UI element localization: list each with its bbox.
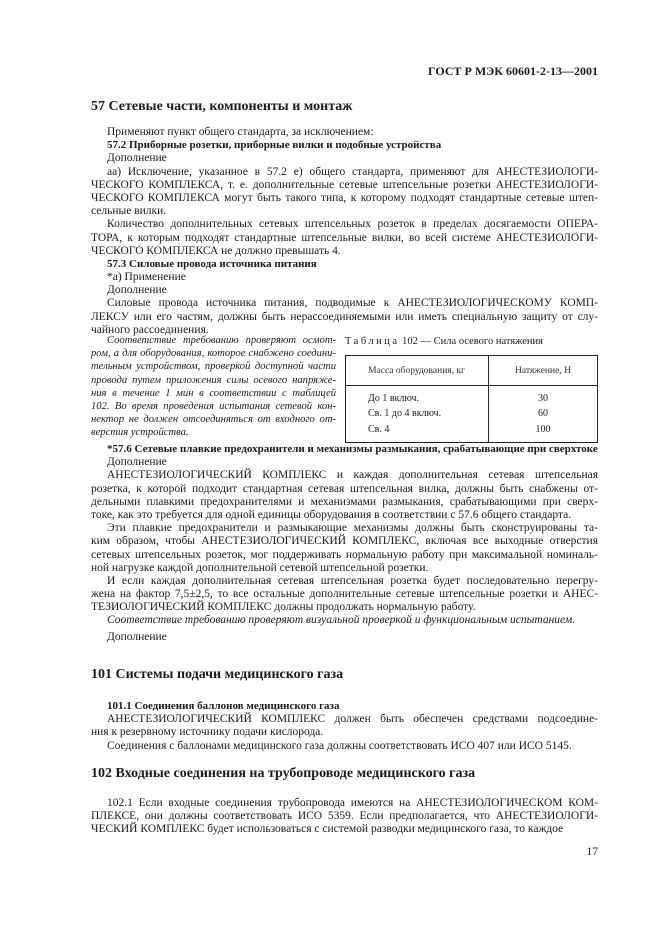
table-caption (345, 336, 543, 347)
text-line: аа) Исключение, указанное в 57.2 е) общего стандарта, применяют для АНЕСТЕЗИОЛОГИ- (107, 165, 598, 178)
section-57-6-body (91, 443, 598, 644)
text-line: Количество дополнительных сетевых штепсельных розеток в пределах досягаемости ОПЕРА- (107, 218, 598, 231)
text-line: ПЛЕКСЕ, они должны соответствовать ИСО 5359. Если предполагается, что АНЕСТЕЗИОЛОГИ- (91, 810, 598, 823)
text-line: АНЕСТЕЗИОЛОГИЧЕСКИЙ КОМПЛЕКС должен быть обеспечен средствами подсоедине- (107, 713, 598, 726)
text-line: Дополнение (107, 456, 167, 469)
text-line: 57.2 Приборные розетки, приборные вилки и подобные устройства (107, 139, 442, 152)
section-101-title: 101 Системы подачи медицинского газа (91, 667, 344, 682)
text-line: Применяют пункт общего стандарта, за исключением: (107, 126, 374, 138)
text-line: Соответствие требованию проверяют визуальной проверкой и функциональным испытанием. (107, 614, 576, 627)
paragraph (91, 469, 598, 522)
paragraph (91, 284, 598, 297)
text-line: ТЕЗИОЛОГИЧЕСКИЙ КОМПЛЕКС должны продолжать нормальную работу. (91, 601, 476, 614)
text-line: провода путем приложения силы осевого напряже- (91, 374, 336, 386)
section-102-title: 102 Входные соединения на трубопроводе медицинского газа (91, 766, 476, 781)
table-cell: 100 (535, 423, 551, 435)
paragraph (91, 218, 598, 258)
table-cell: Св. 1 до 4 включ. (346, 406, 489, 421)
text-line: 57.3 Силовые провода источника питания (107, 257, 317, 270)
axial-force-table (345, 355, 598, 443)
text-line: нектор не должен отсоединяться от входного от- (91, 414, 336, 426)
text-line: тельным устройством, проверкой доступной части (91, 361, 336, 373)
paragraph (91, 166, 598, 219)
paragraph (91, 258, 598, 271)
text-line: ЧЕСКОГО КОМПЛЕКСА могут быть такого типа, к которому подходят стандартные сетевые штеп- (91, 191, 598, 204)
table-row (346, 386, 598, 407)
text-line: ния в течение 1 мин в соответствии с таблицей (91, 387, 336, 399)
text-line: 101.1 Соединения баллонов медицинского газа (107, 700, 340, 712)
page-number: 17 (586, 846, 598, 858)
text-line: ной нагрузке каждой дополнительной сетевой штепсельной розетки. (91, 561, 429, 574)
text-line: 102. Во время проведения испытания сетевой кон- (91, 400, 336, 412)
paragraph (91, 297, 598, 337)
paragraph (91, 152, 598, 165)
text-line: ЧЕСКОГО КОМПЛЕКСА, т. е. дополнительные сетевые штепсельные розетки АНЕСТЕЗИОЛОГИ- (91, 178, 598, 191)
table-cell: Св. 4 (346, 422, 489, 443)
text-line: Силовые провода источника питания, подводимые к АНЕСТЕЗИОЛОГИЧЕСКОМУ КОМП- (107, 297, 598, 310)
paragraph (91, 700, 598, 713)
table-caption-text: 102 — Сила осевого натяжения (402, 336, 543, 347)
section-102-body (91, 797, 598, 837)
text-line: розетка, к которой подходит стандартная сетевая штепсельная вилка, должны быть снабжены от- (91, 482, 598, 495)
table-cell: 30 (538, 393, 548, 405)
text-line: ния к резервному источнику подачи кислорода. (91, 726, 324, 739)
table-caption-prefix: Таблица (345, 336, 400, 347)
text-line: сельные вилки. (91, 205, 167, 218)
section-101-body (91, 700, 598, 753)
text-line: ЧЕСКОГО КОМПЛЕКСА не должно превышать 4. (91, 244, 341, 257)
paragraph (91, 522, 598, 575)
paragraph (91, 713, 598, 739)
text-line: Дополнение (107, 630, 167, 643)
paragraph (91, 575, 598, 615)
paragraph (91, 456, 598, 469)
paragraph (91, 797, 598, 837)
text-line: Эти плавкие предохранители и размыкающие механизмы должны быть сконструированы та- (107, 522, 598, 535)
section-57-body (91, 126, 598, 337)
text-line: дельными плавкими предохранителями и механизмами размыкания, срабатывающими при сверх- (91, 495, 598, 508)
text-line: сетевых штепсельных розеток, мог поддерживать нормальную работу при максимальной номиналь- (91, 548, 598, 561)
text-line: ким образом, чтобы АНЕСТЕЗИОЛОГИЧЕСКИЙ КОМПЛЕКС, включая все выходные отверстия (91, 535, 598, 548)
text-line: АНЕСТЕЗИОЛОГИЧЕСКИЙ КОМПЛЕКС и каждая дополнительная сетевая штепсельная (107, 469, 598, 482)
text-line: *57.6 Сетевые плавкие предохранители и механизмы размыкания, срабатывающие при сверхтоке (107, 443, 598, 455)
text-line: токе, как это требуется для одной единицы оборудования в соответствии с 57.6 общего стандарта. (91, 508, 572, 521)
table-header-row (346, 356, 598, 386)
column-header-force: Натяжение, Н (489, 356, 598, 386)
text-line: *а) Применение (107, 271, 186, 284)
column-header-mass: Масса оборудования, кг (346, 356, 489, 386)
paragraph (91, 139, 598, 152)
compliance-note (91, 334, 336, 440)
paragraph (91, 631, 598, 644)
paragraph (91, 271, 598, 284)
table-cell: До 1 включ. (346, 386, 489, 407)
text-line: ЛЕКСУ или его частям, должны быть нерассоединяемыми или иметь специальную защиту от слу- (91, 310, 598, 323)
text-line: Дополнение (107, 284, 167, 297)
text-line: жена на фактор 7,5±2,5, то все остальные дополнительные сетевые штепсельные розетки и АНЕС- (91, 588, 598, 601)
text-line: ром, а для оборудования, которое снабжено соедини- (91, 348, 336, 360)
document-header: ГОСТ Р МЭК 60601-2-13—2001 (428, 64, 598, 78)
text-line: верстия устройства. (91, 427, 189, 439)
text-line: ТОРА, к которым подходят стандартные штепсельные вилки, во всей системе АНЕСТЕЗИОЛОГИ- (91, 231, 598, 244)
text-line: Соответствие требованию проверяют осмот- (107, 335, 336, 346)
paragraph (91, 614, 598, 627)
table-cell: 60 (538, 408, 548, 420)
table-row (346, 422, 598, 443)
table-row (346, 406, 598, 421)
paragraph (91, 740, 598, 753)
text-line: Дополнение (107, 152, 167, 165)
text-line: И если каждая дополнительная сетевая штепсельная розетка будет последовательно перегру- (107, 574, 598, 587)
text-line: ЧЕСКИЙ КОМПЛЕКС будет использоваться с системой разводки медицинского газа, то каждое (91, 823, 564, 836)
text-line: чайного рассоединения. (91, 323, 209, 336)
text-line: Соединения с баллонами медицинского газа должны соответствовать ИСО 407 или ИСО 5145. (107, 739, 572, 752)
text-line: 102.1 Если входные соединения трубопровода имеются на АНЕСТЕЗИОЛОГИЧЕСКОМ КОМ- (107, 797, 598, 809)
paragraph (91, 443, 598, 456)
paragraph (91, 126, 598, 139)
section-57-title: 57 Сетевые части, компоненты и монтаж (91, 99, 353, 114)
